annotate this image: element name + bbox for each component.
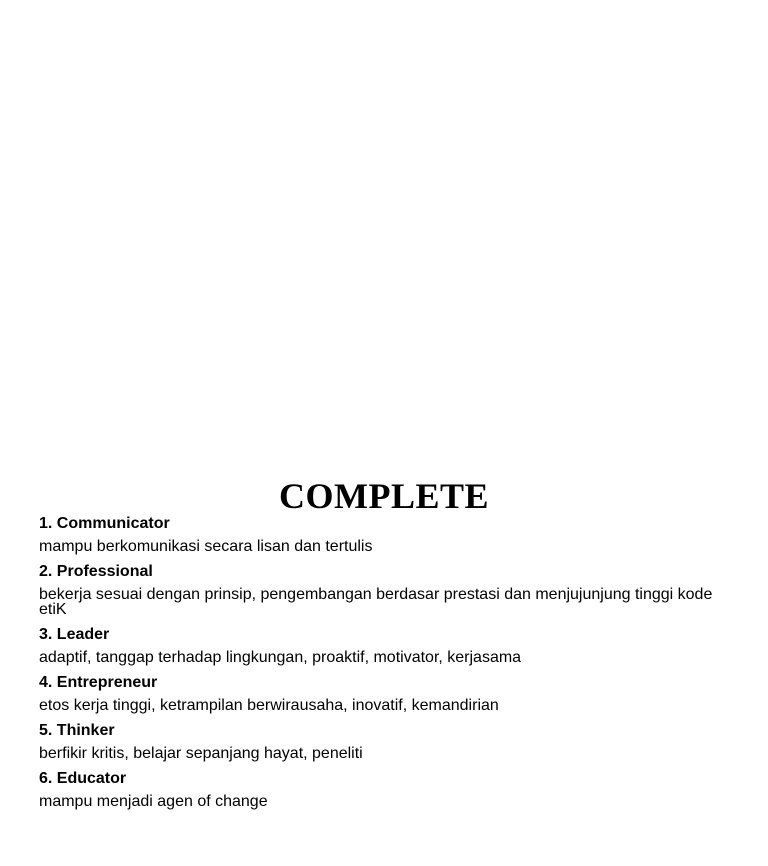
item-description: etos kerja tinggi, ketrampilan berwirausaha, inovatif, kemandirian: [39, 697, 499, 714]
list-item: [39, 624, 739, 672]
slide-title: COMPLETE: [278, 476, 489, 516]
item-heading: 3. Leader: [39, 626, 110, 643]
item-heading: 5. Thinker: [39, 722, 115, 739]
list-item: [39, 672, 739, 720]
list-item: [39, 720, 739, 768]
list-item: [39, 768, 739, 816]
item-description: berfikir kritis, belajar sepanjang hayat, peneliti: [39, 745, 363, 762]
list-item: [39, 513, 739, 561]
item-description: mampu menjadi agen of change: [39, 793, 268, 810]
item-description: adaptif, tanggap terhadap lingkungan, proaktif, motivator, kerjasama: [39, 649, 522, 666]
item-description: mampu berkomunikasi secara lisan dan tertulis: [39, 538, 373, 555]
item-heading: 1. Communicator: [39, 515, 170, 532]
list-item: [39, 561, 739, 624]
item-description: bekerja sesuai dengan prinsip, pengembangan berdasar prestasi dan menjujunjung tinggi kode etiK: [39, 586, 713, 618]
item-heading: 2. Professional: [39, 563, 153, 580]
item-heading: 6. Educator: [39, 770, 127, 787]
slide-content: [39, 513, 739, 816]
item-heading: 4. Entrepreneur: [39, 674, 158, 691]
